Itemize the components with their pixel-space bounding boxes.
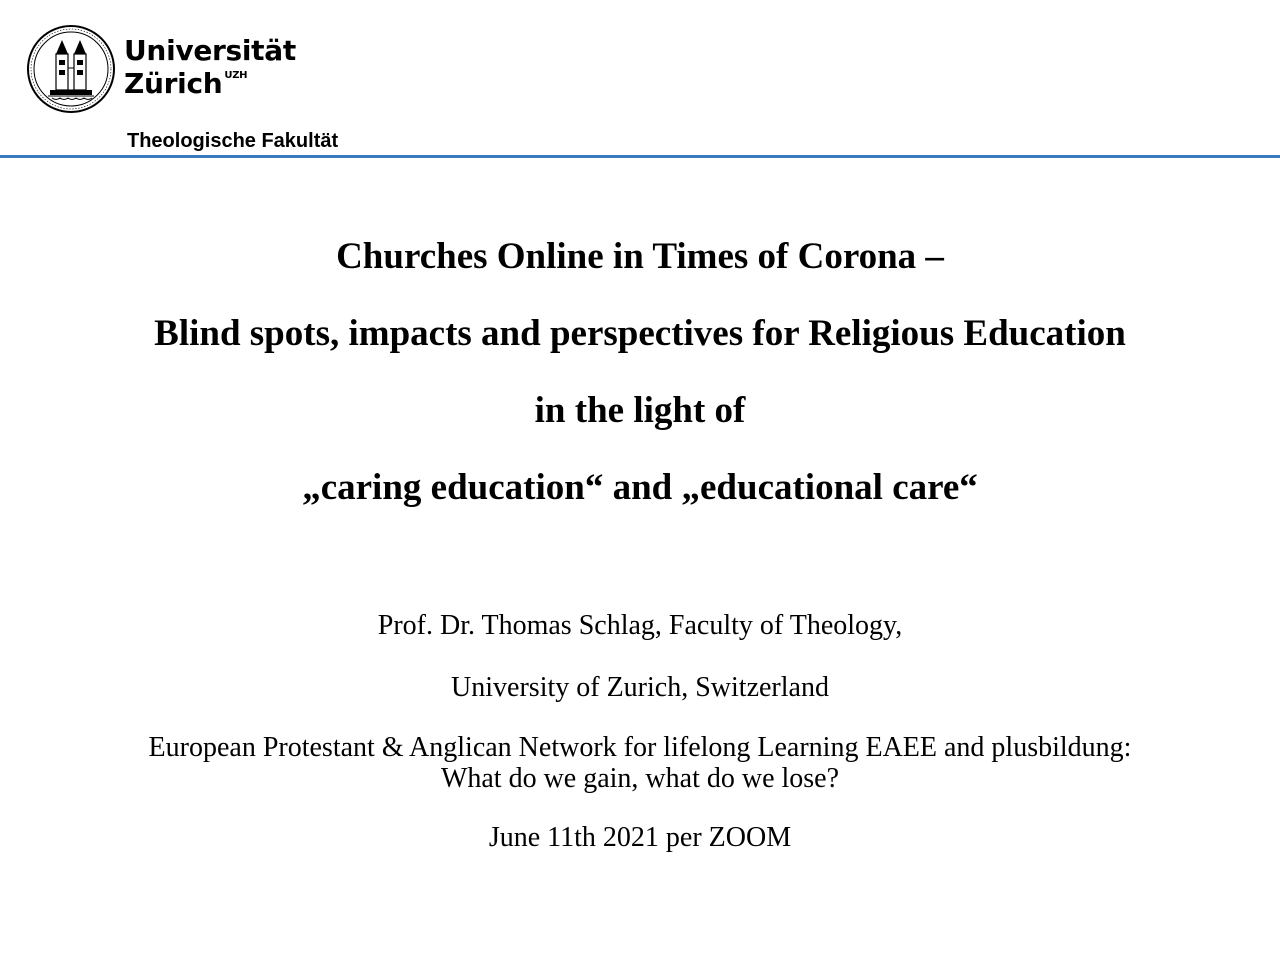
title-line-3: in the light of [534, 390, 746, 431]
title-line-4: „caring education“ and „educational care“ [302, 467, 978, 508]
university-name-line1: Universität [124, 34, 296, 67]
date-line: June 11th 2021 per ZOOM [488, 822, 792, 853]
author-line: Prof. Dr. Thomas Schlag, Faculty of Theology, [377, 610, 903, 641]
title-line-1: Churches Online in Times of Corona – [336, 236, 944, 277]
university-name-line2: Zürich [124, 67, 223, 100]
event-line-2: What do we gain, what do we lose? [440, 763, 840, 794]
university-wordmark [124, 34, 296, 100]
university-seal-icon [26, 24, 116, 114]
faculty-name: Theologische Fakultät [127, 130, 339, 152]
presentation-details [0, 606, 1280, 858]
header-divider [0, 155, 1280, 158]
slide-header [0, 0, 1280, 160]
event-line-1: European Protestant & Anglican Network for lifelong Learning EAEE and plusbildung: [148, 732, 1132, 763]
slide-title [0, 228, 1280, 536]
university-abbreviation: UZH [224, 70, 248, 81]
affiliation-line: University of Zurich, Switzerland [451, 672, 829, 703]
title-line-2: Blind spots, impacts and perspectives for Religious Education [154, 313, 1126, 354]
university-name-line2-row [124, 67, 296, 100]
